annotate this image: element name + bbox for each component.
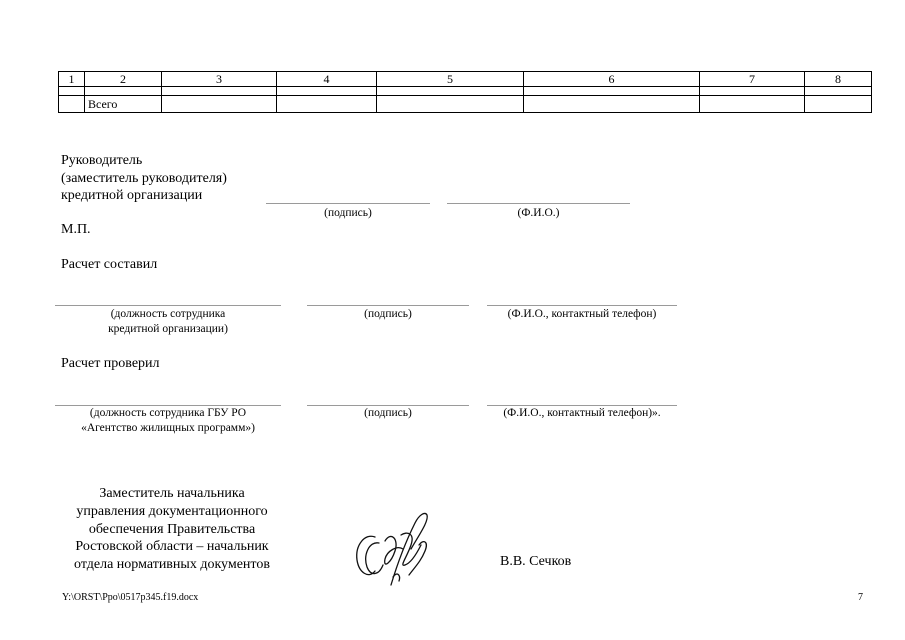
- column-number: 1: [59, 72, 85, 87]
- head-fio-line: [447, 203, 630, 204]
- table-cell: [59, 87, 85, 96]
- head-signature-caption: (подпись): [324, 207, 372, 219]
- approval-line: Заместитель начальника: [99, 486, 245, 501]
- caption-line: «Агентство жилищных программ»): [81, 422, 255, 434]
- column-number: 6: [524, 72, 700, 87]
- table-cell: [524, 87, 700, 96]
- caption-line: (должность сотрудника: [110, 308, 226, 320]
- column-number: 4: [277, 72, 377, 87]
- page-number: 7: [858, 592, 863, 603]
- checked-fio-caption: (Ф.И.О., контактный телефон)».: [503, 407, 661, 419]
- approval-position: [52, 485, 292, 574]
- column-number: 7: [700, 72, 805, 87]
- total-row: [59, 96, 872, 113]
- table-cell: [700, 96, 805, 113]
- head-fio-caption: (Ф.И.О.): [517, 207, 560, 219]
- approval-line: Ростовской области – начальник: [75, 539, 269, 555]
- file-path: Y:\ORST\Ppo\0517p345.f19.docx: [62, 592, 199, 603]
- approval-line: управления документационного: [76, 503, 268, 519]
- table-cell: [805, 87, 872, 96]
- table-cell: [524, 96, 700, 113]
- compiled-position-caption: [55, 307, 281, 337]
- checked-signature-caption: (подпись): [364, 407, 412, 419]
- table-cell: [377, 87, 524, 96]
- table-cell: [377, 96, 524, 113]
- compiled-signature-caption: (подпись): [364, 308, 412, 320]
- column-number: 5: [377, 72, 524, 87]
- signer-name: В.В. Сечков: [500, 554, 572, 569]
- table-cell: [162, 96, 277, 113]
- head-title-line: кредитной организации: [61, 188, 203, 203]
- table-row: [59, 87, 872, 96]
- checked-title: Расчет проверил: [61, 356, 160, 371]
- table-cell: [59, 96, 85, 113]
- compiled-fio-line: [487, 305, 677, 306]
- head-title: [61, 152, 227, 205]
- table-cell: [277, 96, 377, 113]
- data-table: [58, 71, 872, 113]
- table-header-row: [59, 72, 872, 87]
- compiled-signature-line: [307, 305, 469, 306]
- table-cell: [162, 87, 277, 96]
- compiled-title: Расчет составил: [61, 257, 158, 272]
- table-cell: [805, 96, 872, 113]
- compiled-fio-caption: (Ф.И.О., контактный телефон): [507, 308, 657, 320]
- compiled-position-line: [55, 305, 281, 306]
- column-number: 3: [162, 72, 277, 87]
- handwritten-signature: [345, 505, 440, 590]
- checked-position-caption: [55, 406, 281, 436]
- caption-line: (должность сотрудника ГБУ РО: [89, 407, 247, 419]
- total-label: Всего: [85, 96, 162, 113]
- stamp-place: М.П.: [61, 222, 91, 237]
- head-title-line: Руководитель: [61, 153, 143, 168]
- approval-line: обеспечения Правительства: [88, 521, 256, 537]
- caption-line: кредитной организации): [108, 323, 228, 335]
- head-signature-line: [266, 203, 430, 204]
- approval-line: отдела нормативных документов: [74, 557, 270, 573]
- column-number: 2: [85, 72, 162, 87]
- head-title-line: (заместитель руководителя): [61, 170, 227, 186]
- column-number: 8: [805, 72, 872, 87]
- table-cell: [85, 87, 162, 96]
- table-cell: [700, 87, 805, 96]
- table-cell: [277, 87, 377, 96]
